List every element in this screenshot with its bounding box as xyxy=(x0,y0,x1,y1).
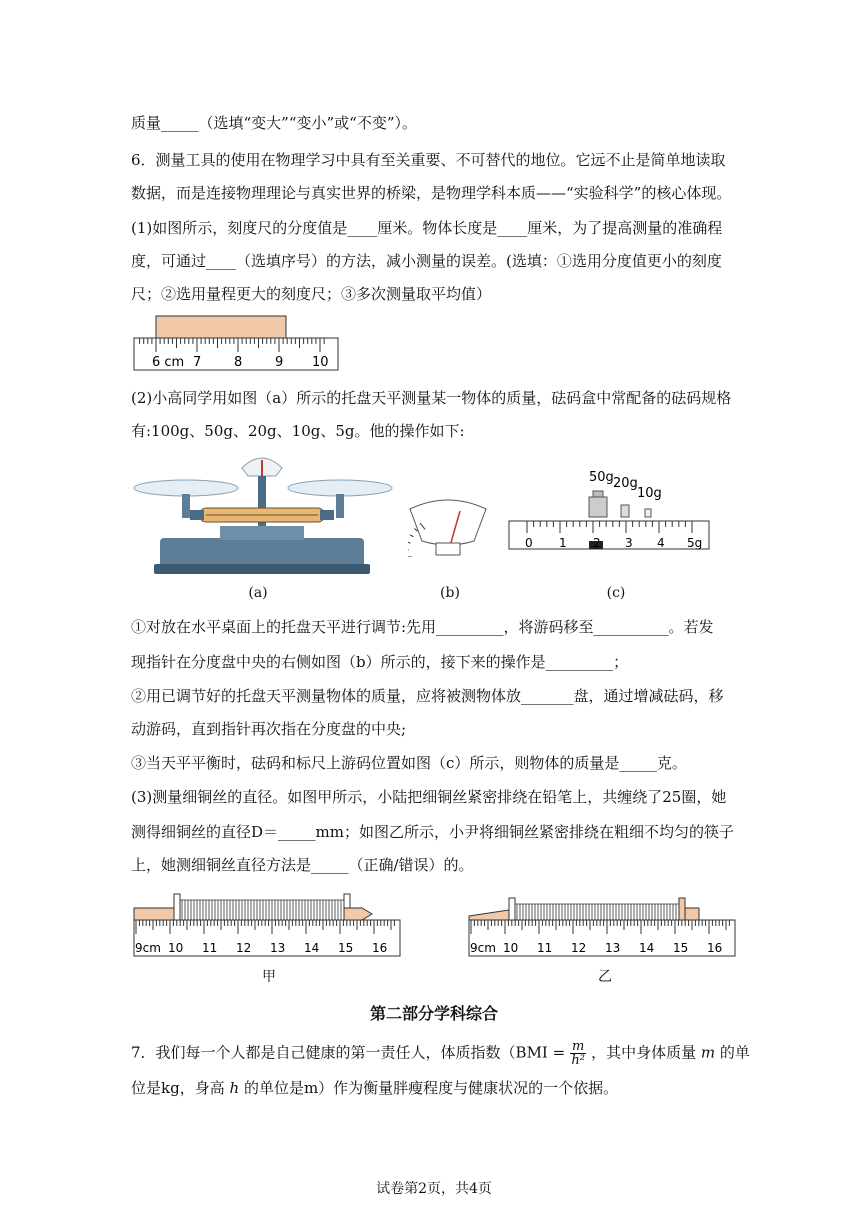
wire-scale-label: 10 xyxy=(503,941,519,955)
wire-scale-label: 16 xyxy=(372,941,388,955)
scale-label: 3 xyxy=(625,536,633,550)
wire-scale-label: 12 xyxy=(236,941,252,955)
text-line: 上，她测细铜丝直径方法是_____（正确/错误）的。 xyxy=(131,856,474,874)
wire-scale-label: 10 xyxy=(168,941,184,955)
formula-denominator: h² xyxy=(571,1053,585,1068)
wire-scale-label: 15 xyxy=(673,941,689,955)
ruler-label: 7 xyxy=(193,355,202,370)
wire-scale-label: 14 xyxy=(639,941,655,955)
figure-caption-jia: 甲 xyxy=(262,969,276,985)
text-segment: 位是kg，身高 xyxy=(131,1079,225,1097)
text-segment: ，其中身体质量 xyxy=(591,1043,697,1062)
dial-tick xyxy=(408,542,410,543)
wire-scale-label: 13 xyxy=(605,941,621,955)
text-line: 有:100g、50g、20g、10g、5g。他的操作如下: xyxy=(131,422,465,440)
text-line: 动游码，直到指针再次指在分度盘的中央; xyxy=(131,720,407,738)
question-6-intro: 6．测量工具的使用在物理学习中具有至关重要、不可替代的地位。它远不止是简单地读取 xyxy=(131,151,726,169)
dial-figure-b xyxy=(408,497,488,557)
scale-label: 2 xyxy=(593,536,601,550)
text-line xyxy=(131,1078,618,1098)
weight-label: 50g xyxy=(589,470,614,485)
text-line: 现指针在分度盘中央的右侧如图（b）所示的，接下来的操作是_________； xyxy=(131,653,629,671)
page-footer: 试卷第2页，共4页 xyxy=(376,1181,492,1197)
weight-label: 20g xyxy=(613,476,638,491)
balance-figure-a xyxy=(130,448,394,578)
weight-label: 10g xyxy=(637,486,662,501)
ruler-figure xyxy=(132,314,342,374)
ruler-label: 10 xyxy=(312,355,329,370)
text-line: 数据，而是连接物理理论与真实世界的桥梁，是物理学科本质——“实验科学”的核心体现。 xyxy=(131,184,732,202)
dial-tick xyxy=(410,535,413,537)
variable-h: h xyxy=(229,1079,240,1097)
formula-numerator: m xyxy=(571,1039,585,1054)
wire-scale-label: 11 xyxy=(537,941,553,955)
question-6-part2: (2)小高同学用如图（a）所示的托盘天平测量某一物体的质量，砝码盒中常配备的砝码规格 xyxy=(131,389,732,407)
wire-scale-label: 9cm xyxy=(135,941,161,955)
scale-label: 0 xyxy=(525,536,533,550)
ruler-label: 8 xyxy=(234,355,243,370)
text-line: 尺；②选用量程更大的刻度尺；③多次测量取平均值） xyxy=(131,285,492,303)
text-segment: 7．我们每一个人都是自己健康的第一责任人，体质指数（BMI = xyxy=(131,1043,566,1062)
text-line: 度，可通过____（选填序号）的方法，减小测量的误差。(选填：①选用分度值更小的刻度 xyxy=(131,252,722,270)
scale-label: 4 xyxy=(657,536,665,550)
step-2: ②用已调节好的托盘天平测量物体的质量，应将被测物体放_______盘，通过增减砝码，移 xyxy=(131,687,724,705)
ruler-label: 6 cm xyxy=(152,355,185,370)
step-1: ①对放在水平桌面上的托盘天平进行调节:先用_________，将游码移至__________。若发 xyxy=(131,618,714,636)
scale-label: 5g xyxy=(687,536,703,550)
wire-scale-label: 12 xyxy=(571,941,587,955)
question-6-part3: (3)测量细铜丝的直径。如图甲所示，小陆把细铜丝紧密排绕在铅笔上，共缠绕了25圈，她 xyxy=(131,788,727,806)
wire-scale-label: 13 xyxy=(270,941,286,955)
wire-scale-label: 15 xyxy=(338,941,354,955)
wire-scale-label: 16 xyxy=(707,941,723,955)
dial-tick xyxy=(408,549,409,550)
wire-figure-jia xyxy=(132,890,402,960)
wire-figure-yi xyxy=(467,890,739,960)
ruler-label: 9 xyxy=(275,355,284,370)
text-line: 测得细铜丝的直径D＝_____mm；如图乙所示，小尹将细铜丝紧密排绕在粗细不均匀的筷子 xyxy=(131,823,734,841)
figure-caption-c: (c) xyxy=(606,585,626,601)
figure-caption-b: (b) xyxy=(440,585,460,601)
section-heading: 第二部分学科综合 xyxy=(369,1004,498,1023)
wire-scale-label: 14 xyxy=(304,941,320,955)
wire-scale-label: 11 xyxy=(202,941,218,955)
question-7 xyxy=(131,1040,750,1067)
question-6-part1: (1)如图所示，刻度尺的分度值是____厘米。物体长度是____厘米，为了提高测量的准确程 xyxy=(131,219,723,237)
wire-scale-label: 9cm xyxy=(470,941,496,955)
text-segment: 的单 xyxy=(719,1043,750,1062)
scale-label: 1 xyxy=(559,536,567,550)
variable-m: m xyxy=(700,1043,716,1062)
text-line: 质量_____（选填“变大”“变小”或“不变”）。 xyxy=(131,114,418,132)
bmi-formula xyxy=(570,1040,586,1067)
figure-caption-a: (a) xyxy=(248,585,268,601)
figure-caption-yi: 乙 xyxy=(598,969,612,985)
text-segment: 的单位是m）作为衡量胖瘦程度与健康状况的一个依据。 xyxy=(243,1079,619,1097)
weights-scale-figure-c xyxy=(505,465,715,555)
step-3: ③当天平平衡时，砝码和标尺上游码位置如图（c）所示，则物体的质量是_____克。 xyxy=(131,754,687,772)
